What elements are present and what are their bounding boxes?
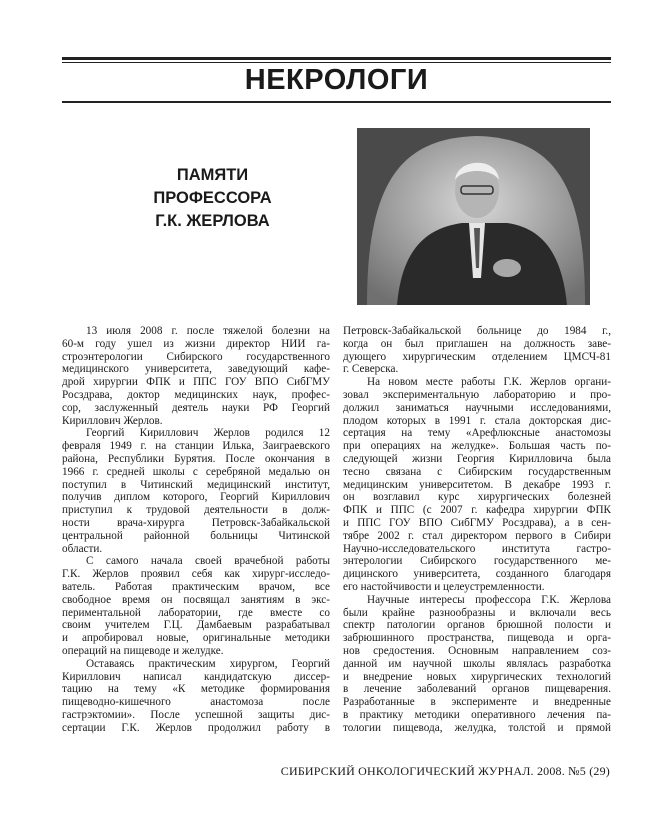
text-line: операций на пищеводе и желудке. <box>62 644 224 657</box>
text-line: Кириллович Жерлов. <box>62 414 163 427</box>
text-line: его настойчивости и целеустремленности. <box>343 580 545 593</box>
text-line: 13 июля 2008 г. после тяжелой болезни на <box>86 325 330 337</box>
text-line: тесно связана с Сибирским государственным <box>343 465 611 478</box>
top-rule-thick <box>62 57 611 60</box>
text-line: ФПК и ППС (с 2007 г. кафедра хирургии ФПК <box>343 504 611 517</box>
text-line: Росздрава, доктор медицинских наук, профес- <box>62 388 330 401</box>
paragraph <box>343 594 611 735</box>
text-line: следующей жизни Георгия Кирилловича была <box>343 452 611 465</box>
text-line: медицинским университетом. В декабре 1993 г. <box>343 478 611 491</box>
text-line: и внедрение новых хирургических технологий <box>343 670 611 683</box>
paragraph <box>62 325 330 427</box>
text-line: ности врача-хирурга Петровск-Забайкальской <box>62 516 330 529</box>
text-line: и ППС ГОУ ВПО СибГМУ Росздрава), а в сен- <box>343 516 611 529</box>
text-line: когда он был приглашен на должность заве- <box>343 337 611 350</box>
text-line: зовал экспериментальную лабораторию и про- <box>343 388 611 401</box>
text-line: тацию на тему «К методике формирования <box>62 683 330 696</box>
text-line: г. Северска. <box>343 363 399 376</box>
text-line: Г.К. Жерлов проявил себя как хирург-исследо- <box>62 568 330 581</box>
text-line: пищеводно-кишечного анастомоза после <box>62 696 330 709</box>
text-line: С самого начала своей врачебной работы <box>86 555 330 568</box>
paragraph <box>62 658 330 735</box>
text-line: района, Республики Бурятия. После окончания в <box>62 452 330 465</box>
text-line: поступил в Читинский медицинский институт, <box>62 478 330 491</box>
text-line: свободное время он посвящал занятиям в экс- <box>62 593 330 606</box>
right-column <box>343 325 611 735</box>
journal-footer: СИБИРСКИЙ ОНКОЛОГИЧЕСКИЙ ЖУРНАЛ. 2008. №5 (29) <box>280 764 610 778</box>
text-line: приступил к трудовой деятельности в долж- <box>62 504 330 517</box>
text-line: медицинского университета, заведующий кафе- <box>62 363 330 376</box>
text-line: энтерологии Сибирского государственного ме- <box>343 555 611 568</box>
text-line: ватель. Работая практическим врачом, все <box>62 580 330 593</box>
text-line: области. <box>62 542 103 555</box>
text-line: Научные интересы профессора Г.К. Жерлова <box>367 593 611 606</box>
text-line: и апробировал новые, оригинальные методики <box>62 632 330 645</box>
heading-line: ПРОФЕССОРА <box>153 189 272 207</box>
paragraph <box>343 376 611 594</box>
text-line: дующего хирургическим отделением ЦМСЧ-81 <box>343 350 611 363</box>
text-line: февраля 1949 г. на станции Илька, Заиграевского <box>62 440 330 453</box>
text-line: в практику методики оперативного лечения па- <box>343 708 611 721</box>
paragraph <box>62 427 330 555</box>
text-line: нов средостения. Основным направлением соз- <box>343 644 611 657</box>
text-line: сертация на тему «Арефлюксные анастомозы <box>343 427 611 440</box>
section-title: НЕКРОЛОГИ <box>244 64 429 96</box>
text-line: забрюшинного пространства, пищевода и орга- <box>343 632 611 645</box>
text-line: дрой хирургии ФПК и ППС ГОУ ВПО СибГМУ <box>62 376 330 389</box>
text-line: Оставаясь практическим хирургом, Георгий <box>86 657 330 670</box>
article-heading <box>120 164 305 233</box>
text-line: данной им научной школы являлась разработка <box>343 657 611 670</box>
paragraph <box>343 325 611 376</box>
text-line: сертации Г.К. Жерлов продолжил работу в <box>62 721 330 734</box>
text-line: в лечение заболеваний органов пищеварения. <box>343 683 611 696</box>
text-line: центральной районной больницы Читинской <box>62 529 330 542</box>
top-rule-thin <box>62 62 611 63</box>
text-line: Разработанные в эксперименте и внедренные <box>343 696 611 709</box>
text-line: спектр патологии органов брюшной полости и <box>343 619 611 632</box>
text-line: сор, заслуженный деятель науки РФ Георгий <box>62 401 330 414</box>
paragraph <box>62 555 330 657</box>
left-column <box>62 325 330 735</box>
portrait-photo <box>357 128 590 305</box>
text-line: 60-м году ушел из жизни директор НИИ га- <box>62 337 330 350</box>
text-line: получив диплом которого, Георгий Кириллович <box>62 491 330 504</box>
text-line: Кириллович написал кандидатскую диссер- <box>62 670 330 683</box>
text-line: тологии пищевода, желудка, толстой и прямой <box>343 721 611 734</box>
heading-line: Г.К. ЖЕРЛОВА <box>155 212 270 230</box>
text-line: Научно-исследовательского института гастро- <box>343 542 611 555</box>
text-line: при операциях на желудке». Большая часть по- <box>343 440 611 453</box>
title-underline <box>62 101 611 103</box>
text-line: строэнтерологии Сибирского государственного <box>62 350 330 363</box>
text-line: плодом которых в 1991 г. стала докторская дис- <box>343 414 611 427</box>
text-line: тябре 2002 г. стал директором первого в Сибири <box>343 529 611 542</box>
text-line: периментальной лаборатории, где вместе со <box>62 606 330 619</box>
text-line: своим учителем Г.Ц. Дамбаевым разрабатывал <box>62 619 330 632</box>
text-line: были крайне разнообразны и включали весь <box>343 606 611 619</box>
text-line: На новом месте работы Г.К. Жерлов органи- <box>367 376 611 389</box>
text-line: Петровск-Забайкальской больнице до 1984 г., <box>343 325 611 337</box>
heading-line: ПАМЯТИ <box>176 166 249 184</box>
text-line: гастрэктомии». После успешной защиты дис- <box>62 708 330 721</box>
text-line: он возглавил курс хирургических болезней <box>343 491 611 504</box>
text-line: 1966 г. средней школы с серебряной медалью он <box>62 465 330 478</box>
text-line: Георгий Кириллович Жерлов родился 12 <box>86 427 330 440</box>
text-line: должил заниматься научными исследованиями, <box>343 401 611 414</box>
text-line: дицинского университета, созданного благодаря <box>343 568 611 581</box>
